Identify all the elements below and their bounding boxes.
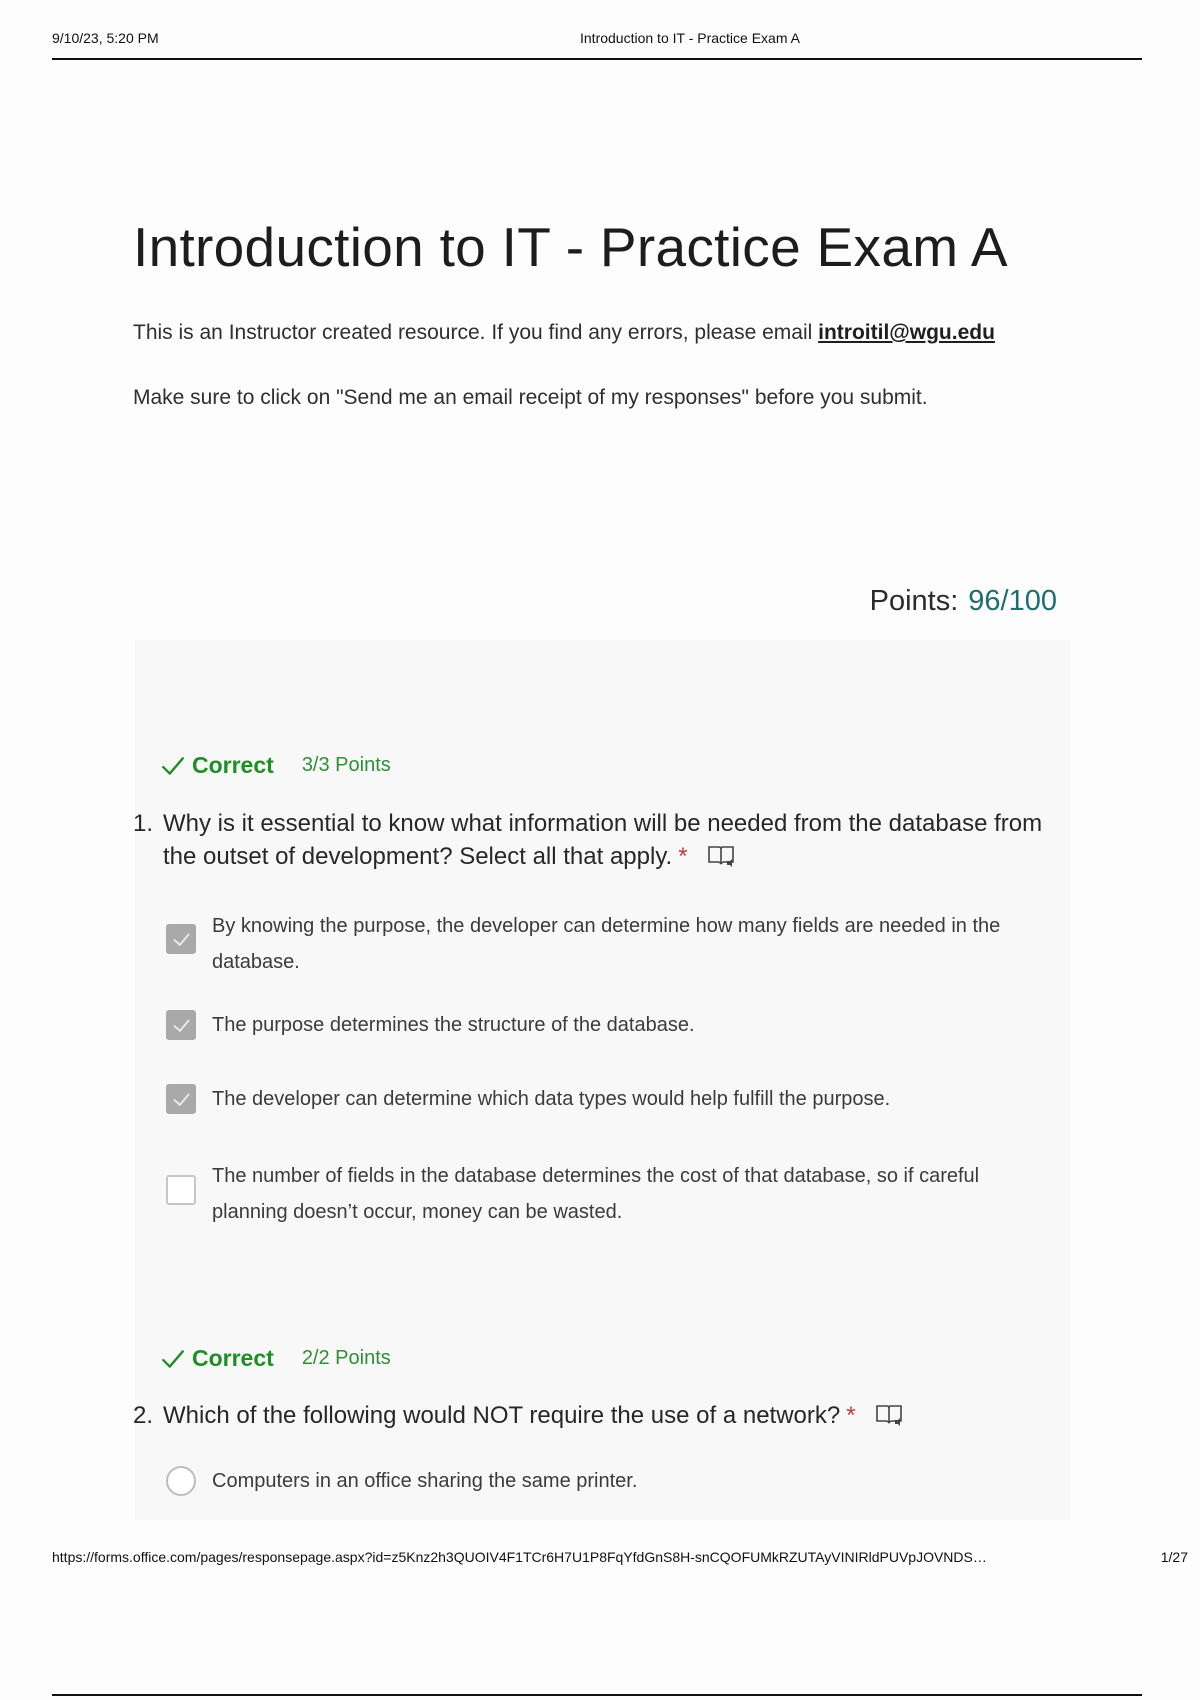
immersive-reader-icon[interactable]: [706, 843, 736, 869]
checkbox-checked[interactable]: [166, 1084, 196, 1114]
question-number: 2.: [133, 1402, 154, 1429]
print-header: [52, 26, 1142, 60]
question-text-wrap: [163, 807, 1063, 873]
description-text: This is an Instructor created resource. If you find any errors, please email: [133, 321, 819, 344]
question-text: Which of the following would NOT require the use of a network?: [163, 1402, 841, 1429]
required-marker: *: [846, 1402, 856, 1429]
required-marker: *: [678, 843, 688, 870]
question-1: [133, 807, 1063, 873]
status-label: Correct: [192, 752, 274, 778]
checkbox-unchecked[interactable]: [166, 1175, 196, 1205]
checkbox-checked[interactable]: [166, 924, 196, 954]
immersive-reader-icon[interactable]: [874, 1402, 904, 1428]
points-summary: [870, 585, 1057, 618]
option-text: Computers in an office sharing the same printer.: [212, 1470, 638, 1492]
question-number: 1.: [133, 810, 154, 837]
question-1-status: [160, 752, 391, 779]
check-icon: [160, 753, 186, 779]
option-text: The number of fields in the database determines the cost of that database, so if careful planning doesn’t occur, money can be wasted.: [212, 1165, 980, 1223]
points-label: Points:: [869, 585, 959, 617]
print-datetime: 9/10/23, 5:20 PM: [52, 30, 159, 46]
checkbox-checked[interactable]: [166, 1010, 196, 1040]
page-url: https://forms.office.com/pages/responsepage.aspx?id=z5Knz2h3QUOIV4F1TCr6H7U1P8FqYfdGnS8H-snCQOFUMkRZUTAyVINIRldPUVpJOVNDS…: [52, 1549, 987, 1565]
bottom-divider: [52, 1694, 1142, 1696]
form-description-1: [133, 321, 995, 345]
question-text: Why is it essential to know what information will be needed from the database from the outset of development? Select all that apply.: [163, 810, 1043, 870]
radio-button[interactable]: [166, 1466, 196, 1496]
question-points: 2/2 Points: [301, 1347, 391, 1369]
form-description-2: Make sure to click on "Send me an email receipt of my responses" before you submit.: [133, 386, 928, 409]
question-points: 3/3 Points: [301, 754, 391, 776]
question-2: [133, 1399, 1063, 1432]
points-value: 96/100: [968, 585, 1057, 617]
print-page-title: Introduction to IT - Practice Exam A: [580, 30, 800, 46]
page-number: 1/27: [1160, 1549, 1188, 1565]
option-text: The developer can determine which data types would help fulfill the purpose.: [212, 1088, 891, 1110]
option-text: The purpose determines the structure of the database.: [212, 1014, 695, 1036]
option-text: By knowing the purpose, the developer can determine how many fields are needed in the database.: [212, 915, 1001, 973]
question-text-wrap: [163, 1399, 1063, 1432]
question-2-status: [160, 1345, 391, 1372]
instructor-email-link[interactable]: introitil@wgu.edu: [818, 321, 995, 344]
check-icon: [160, 1346, 186, 1372]
form-title: Introduction to IT - Practice Exam A: [133, 216, 1008, 278]
status-label: Correct: [192, 1345, 274, 1371]
